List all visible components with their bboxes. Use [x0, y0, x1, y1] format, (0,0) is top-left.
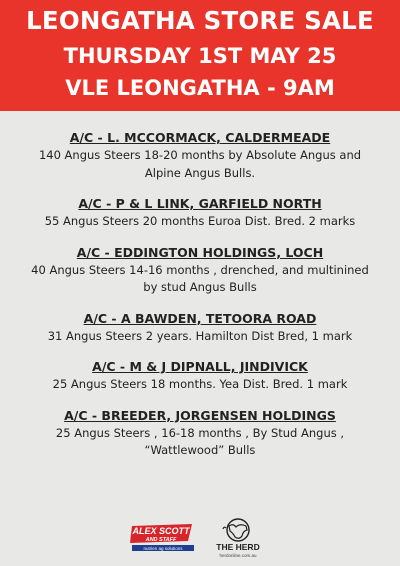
alex-scott-tagline: nutrien ag solutions	[143, 546, 183, 551]
lot-vendor: A/C - BREEDER, JORGENSEN HOLDINGS	[64, 407, 336, 423]
lot-description	[28, 376, 372, 394]
lot-item	[0, 358, 400, 394]
lot-vendor: A/C - P & L LINK, GARFIELD NORTH	[78, 196, 322, 211]
lot-description-line: 55 Angus Steers 20 months Euroa Dist. Bred. 2 marks	[44, 214, 356, 228]
lot-description-line: 25 Angus Steers , 16-18 months , By Stud Angus ,	[55, 425, 345, 440]
the-herd-url: herdonline.com.au	[219, 553, 257, 558]
lot-vendor: A/C - M & J DIPNALL, JINDIVICK	[92, 359, 308, 374]
lot-vendor: A/C - L. MCCORMACK, CALDERMEADE	[69, 130, 331, 145]
lot-vendor: A/C - EDDINGTON HOLDINGS, LOCH	[76, 244, 324, 260]
lot-description-line: 31 Angus Steers 2 years. Hamilton Dist Bred, 1 mark	[47, 328, 353, 343]
alex-scott-logo	[130, 523, 196, 553]
header-banner	[0, 0, 400, 111]
lot-description-line: Alpine Angus Bulls.	[144, 165, 256, 180]
alex-scott-line1: ALEX SCOTT	[132, 526, 190, 536]
sale-date: THURSDAY 1ST MAY 25	[63, 44, 337, 68]
lot-description	[28, 213, 372, 231]
the-herd-name: THE HERD	[216, 542, 260, 552]
lot-item	[0, 244, 400, 297]
lot-item	[0, 129, 400, 182]
lot-item	[0, 407, 400, 460]
lot-description	[28, 328, 372, 346]
the-herd-cow-logo	[206, 517, 270, 559]
lot-item	[0, 195, 400, 231]
lot-description-line: “Wattlewood” Bulls	[144, 443, 256, 457]
lot-description	[28, 147, 372, 182]
lot-list	[0, 129, 400, 473]
sale-title: LEONGATHA STORE SALE	[26, 6, 374, 35]
lot-description	[28, 262, 372, 297]
footer-logos	[0, 515, 400, 560]
lot-description-line: 25 Angus Steers 18 months. Yea Dist. Bred. 1 mark	[52, 377, 348, 391]
lot-description-line: by stud Angus Bulls	[143, 280, 257, 294]
lot-item	[0, 310, 400, 346]
sale-venue-time: VLE LEONGATHA - 9AM	[65, 76, 335, 100]
alex-scott-line2: AND STAFF	[145, 537, 177, 543]
lot-description	[28, 425, 372, 460]
lot-description-line: 140 Angus Steers 18-20 months by Absolute Angus and	[38, 148, 362, 162]
lot-description-line: 40 Angus Steers 14-16 months , drenched, and multinined	[31, 262, 369, 277]
lot-vendor: A/C - A BAWDEN, TETOORA ROAD	[83, 310, 317, 326]
